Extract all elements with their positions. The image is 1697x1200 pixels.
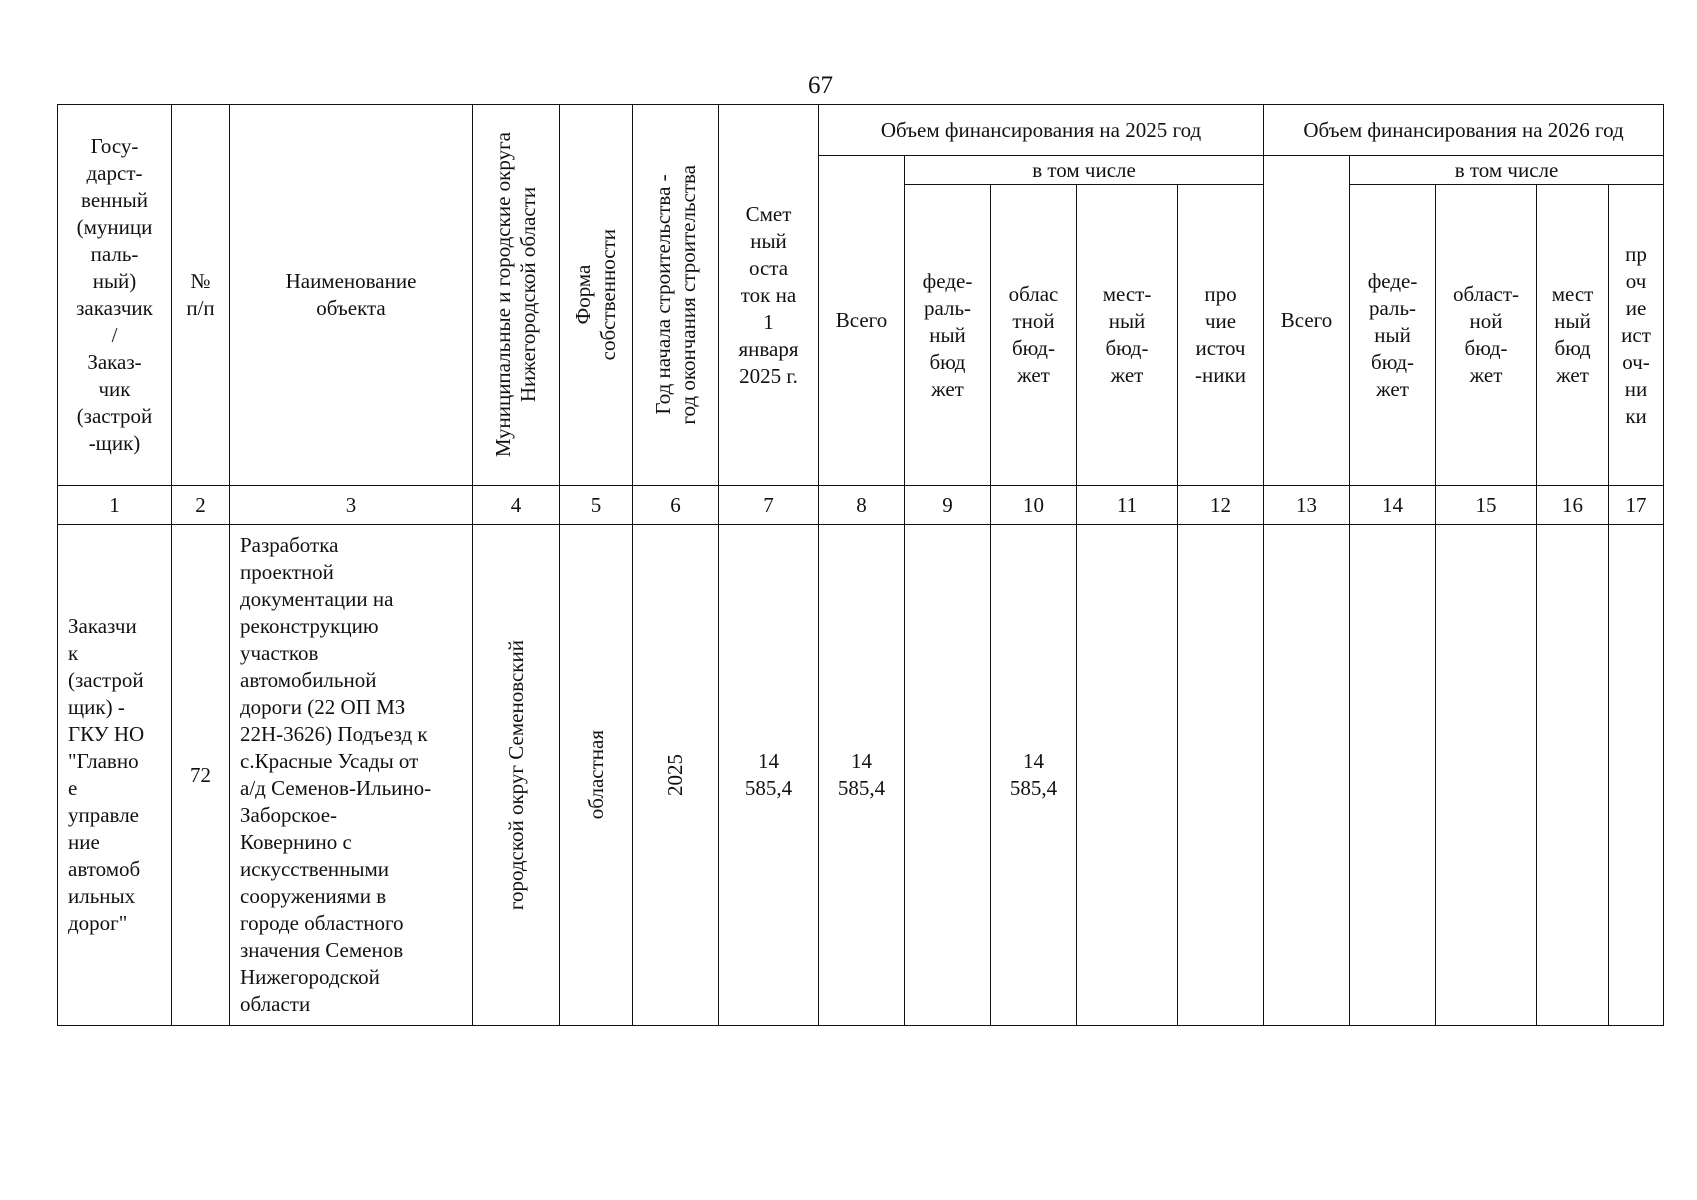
row-total-2025: 14 585,4 — [819, 525, 905, 1026]
header-ownership: Форма собственности — [571, 229, 620, 361]
column-number: 12 — [1178, 486, 1264, 525]
column-number: 14 — [1350, 486, 1436, 525]
header-local-2025: мест- ный бюд- жет — [1077, 185, 1178, 486]
header-other-2026: пр оч ие ист оч- ни ки — [1609, 185, 1664, 486]
header-estimated-balance: Смет ный оста ток на 1 января 2025 г. — [719, 105, 819, 486]
header-regional-2026: област- ной бюд- жет — [1436, 185, 1537, 486]
row-ownership: областная — [583, 730, 608, 820]
row-regional-2026 — [1436, 525, 1537, 1026]
header-local-2026: мест ный бюд жет — [1537, 185, 1609, 486]
row-num: 72 — [172, 525, 230, 1026]
header-including-2026: в том числе — [1350, 156, 1664, 185]
column-number: 3 — [230, 486, 473, 525]
row-municipality-cell — [473, 525, 560, 1026]
header-num: № п/п — [172, 105, 230, 486]
row-other-2026 — [1609, 525, 1664, 1026]
header-including-2025: в том числе — [905, 156, 1264, 185]
row-municipality: городской округ Семеновский — [503, 639, 528, 911]
column-number: 11 — [1077, 486, 1178, 525]
header-municipality-cell — [473, 105, 560, 486]
table-row — [58, 525, 1664, 1026]
header-federal-2026: феде- раль- ный бюд- жет — [1350, 185, 1436, 486]
row-years-cell — [633, 525, 719, 1026]
column-number-row — [58, 486, 1664, 525]
header-total-2026: Всего — [1264, 156, 1350, 486]
row-regional-2025: 14 585,4 — [991, 525, 1077, 1026]
column-number: 16 — [1537, 486, 1609, 525]
header-customer: Госу- дарст- венный (муници паль- ный) заказчик / Заказ- чик (застрой -щик) — [58, 105, 172, 486]
row-customer: Заказчи к (застрой щик) - ГКУ НО "Главно е управле ние автомоб ильных дорог" — [58, 525, 172, 1026]
column-number: 5 — [560, 486, 633, 525]
column-number: 15 — [1436, 486, 1537, 525]
header-federal-2025: феде- раль- ный бюд жет — [905, 185, 991, 486]
row-object-name: Разработка проектной документации на реконструкцию участков автомобильной дороги (22 ОП МЗ 22Н-3626) Подъезд к с.Красные Усады от а/д Семенов-Ильино- Заборское- Ковернино с искусственными сооружениями в городе областного значения Семенов Нижегородской области — [230, 525, 473, 1026]
header-row-top — [58, 105, 1664, 156]
row-local-2026 — [1537, 525, 1609, 1026]
header-funding-2025: Объем финансирования на 2025 год — [819, 105, 1264, 156]
column-number: 17 — [1609, 486, 1664, 525]
header-years-cell — [633, 105, 719, 486]
column-number: 2 — [172, 486, 230, 525]
column-number: 6 — [633, 486, 719, 525]
header-total-2025: Всего — [819, 156, 905, 486]
page-number: 67 — [808, 72, 833, 99]
column-number: 9 — [905, 486, 991, 525]
row-local-2025 — [1077, 525, 1178, 1026]
column-number: 7 — [719, 486, 819, 525]
financing-table — [57, 104, 1664, 1026]
row-federal-2026 — [1350, 525, 1436, 1026]
header-object-name: Наименование объекта — [230, 105, 473, 486]
column-number: 13 — [1264, 486, 1350, 525]
row-estimated-balance: 14 585,4 — [719, 525, 819, 1026]
row-years: 2025 — [663, 754, 687, 796]
header-funding-2026: Объем финансирования на 2026 год — [1264, 105, 1664, 156]
header-years: Год начала строительства - год окончания строительства — [650, 165, 700, 425]
row-federal-2025 — [905, 525, 991, 1026]
column-number: 8 — [819, 486, 905, 525]
header-municipality: Муниципальные и городские округа Нижегородской области — [491, 132, 540, 458]
header-other-2025: про чие источ -ники — [1178, 185, 1264, 486]
row-total-2026 — [1264, 525, 1350, 1026]
row-ownership-cell — [560, 525, 633, 1026]
row-other-2025 — [1178, 525, 1264, 1026]
column-number: 4 — [473, 486, 560, 525]
column-number: 10 — [991, 486, 1077, 525]
header-ownership-cell — [560, 105, 633, 486]
header-regional-2025: облас тной бюд- жет — [991, 185, 1077, 486]
column-number: 1 — [58, 486, 172, 525]
